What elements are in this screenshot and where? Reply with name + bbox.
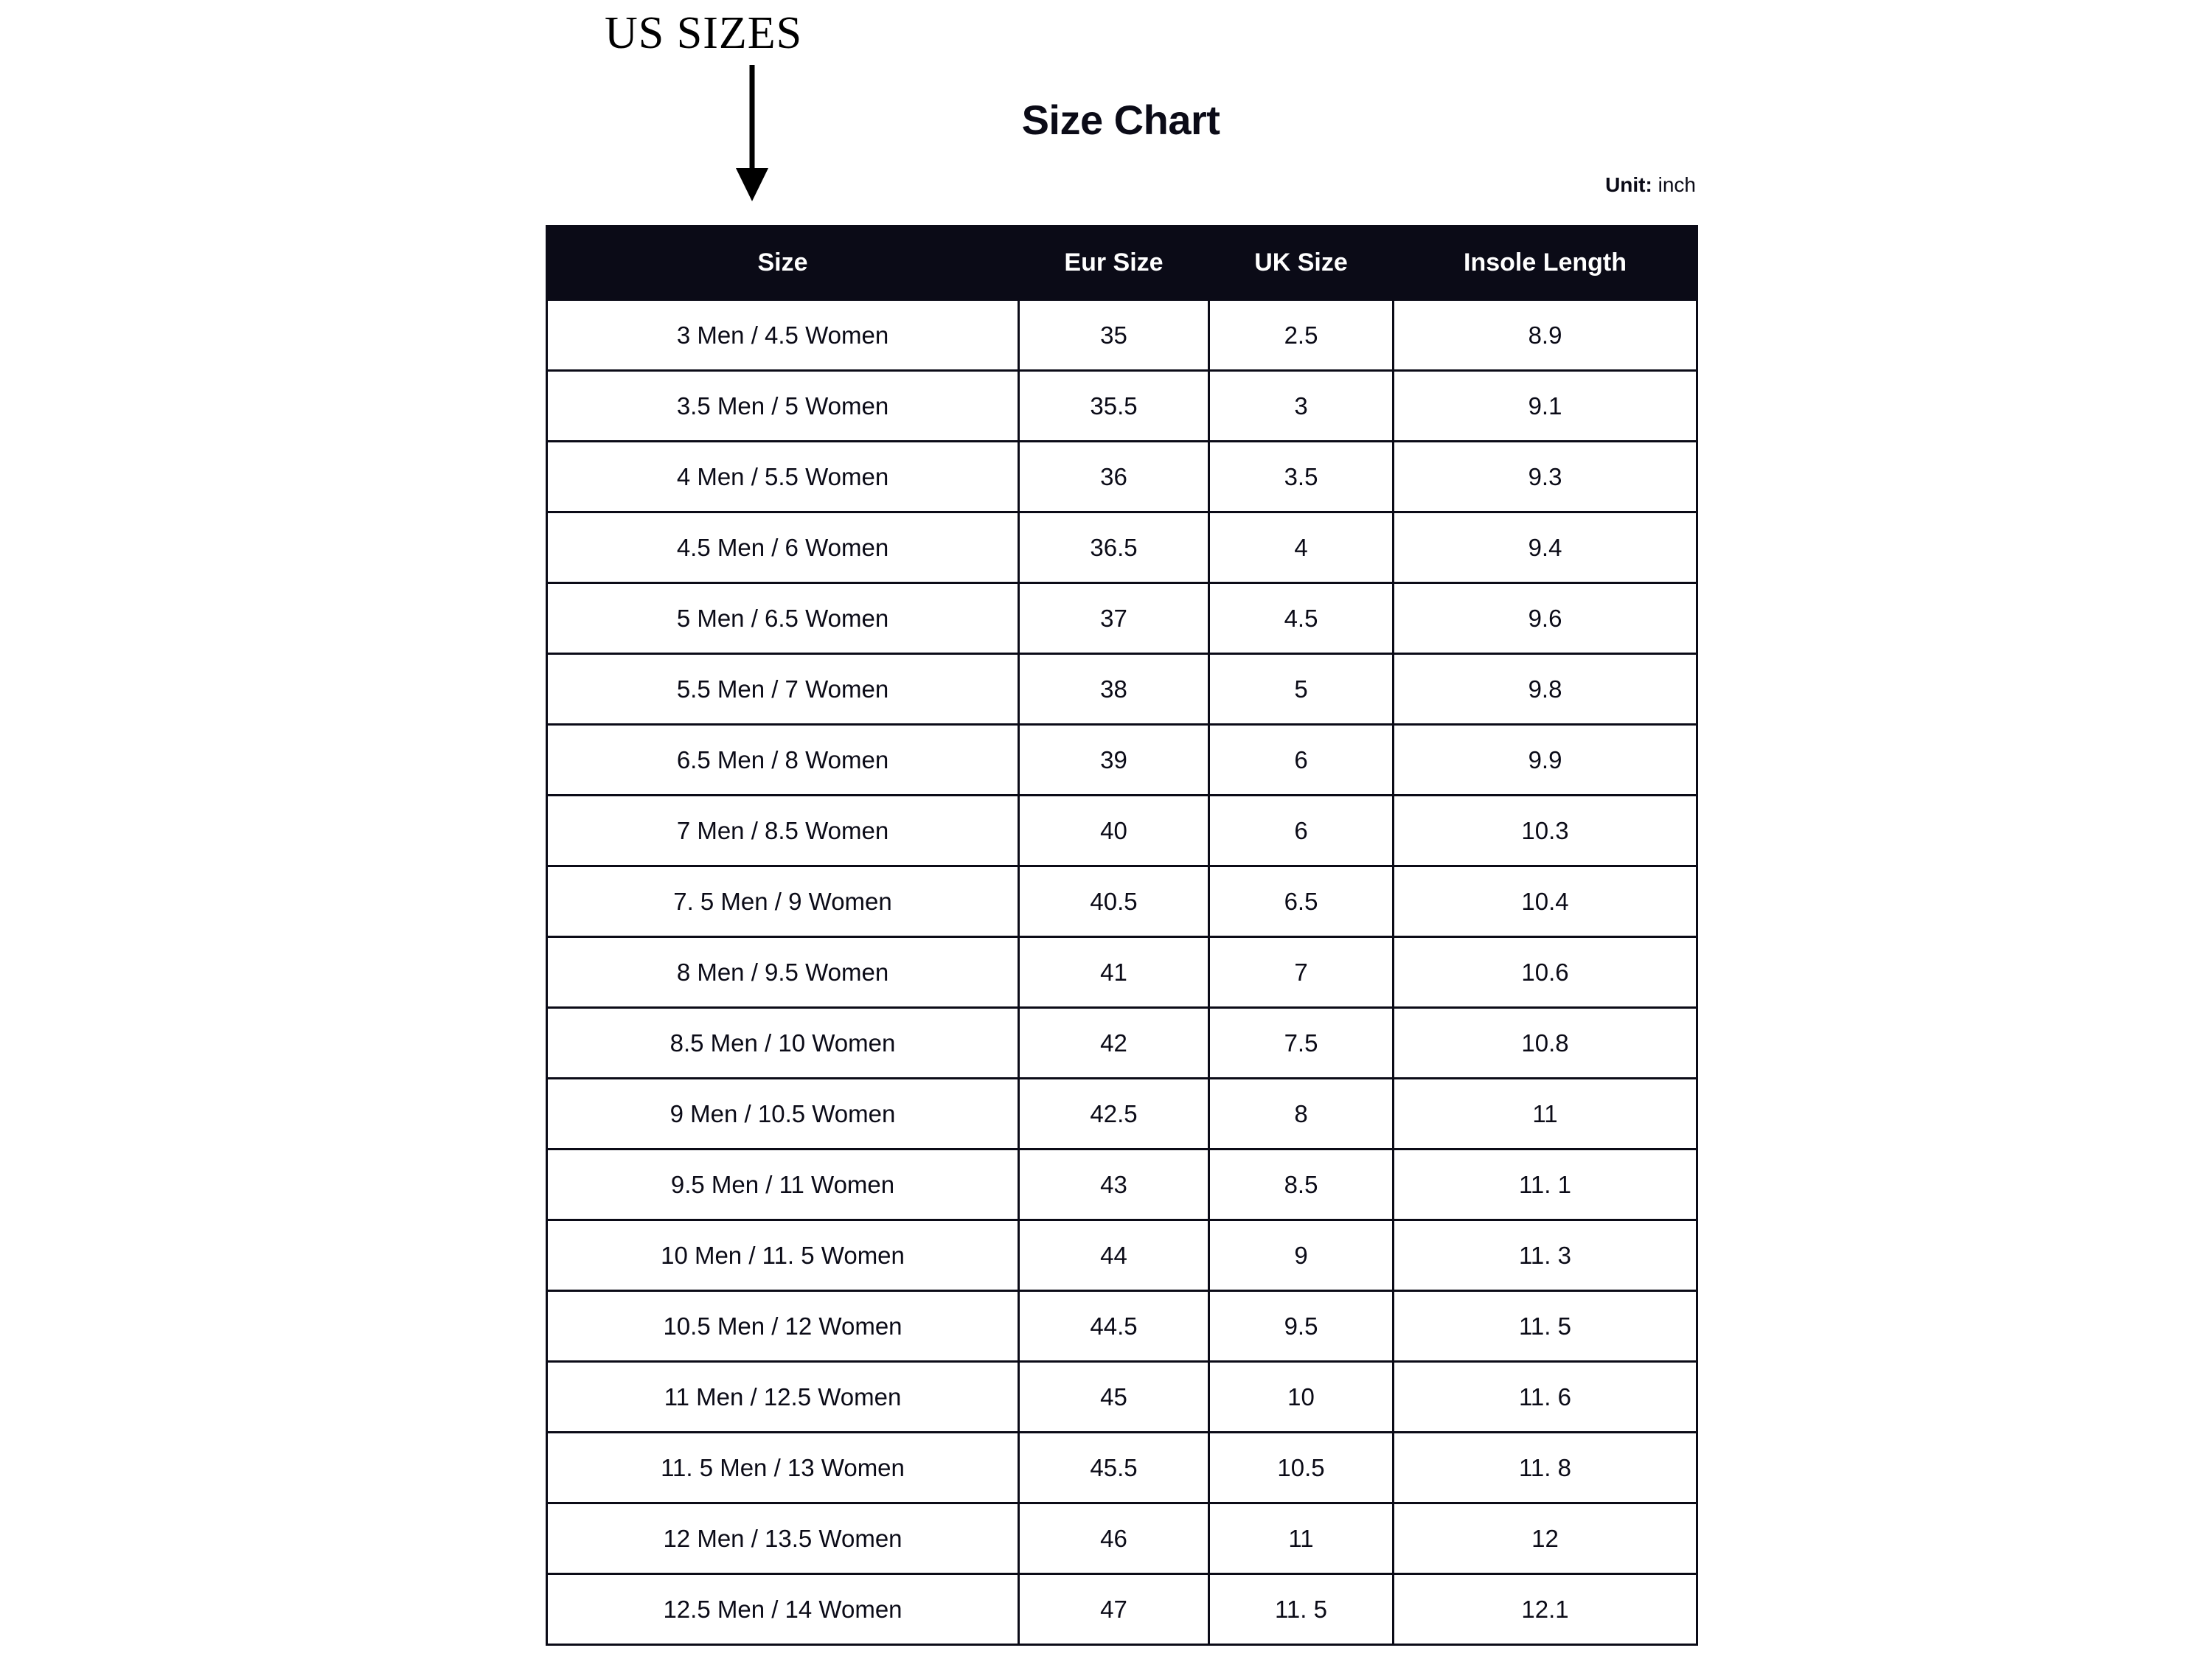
- table-row: [547, 1150, 1697, 1220]
- cell-size: 7. 5 Men / 9 Women: [547, 866, 1019, 937]
- cell-insole-length: 12: [1394, 1503, 1697, 1574]
- table-row: [547, 1079, 1697, 1150]
- cell-eur-size: 40: [1019, 796, 1209, 866]
- cell-uk-size: 9: [1209, 1220, 1394, 1291]
- cell-uk-size: 3.5: [1209, 442, 1394, 512]
- cell-uk-size: 4: [1209, 512, 1394, 583]
- table-row: [547, 442, 1697, 512]
- cell-eur-size: 38: [1019, 654, 1209, 725]
- unit-label: Unit:: [1605, 173, 1652, 196]
- cell-uk-size: 5: [1209, 654, 1394, 725]
- size-chart-table: [546, 225, 1698, 1646]
- cell-insole-length: 12.1: [1394, 1574, 1697, 1645]
- table-row: [547, 1220, 1697, 1291]
- cell-insole-length: 9.8: [1394, 654, 1697, 725]
- cell-size: 9 Men / 10.5 Women: [547, 1079, 1019, 1150]
- cell-insole-length: 9.4: [1394, 512, 1697, 583]
- cell-insole-length: 9.6: [1394, 583, 1697, 654]
- cell-uk-size: 10.5: [1209, 1433, 1394, 1503]
- cell-insole-length: 11. 8: [1394, 1433, 1697, 1503]
- page-title: Size Chart: [1021, 97, 1220, 143]
- table-row: [547, 654, 1697, 725]
- cell-size: 12.5 Men / 14 Women: [547, 1574, 1019, 1645]
- cell-eur-size: 44.5: [1019, 1291, 1209, 1362]
- cell-size: 4 Men / 5.5 Women: [547, 442, 1019, 512]
- cell-size: 7 Men / 8.5 Women: [547, 796, 1019, 866]
- table-row: [547, 796, 1697, 866]
- cell-insole-length: 10.3: [1394, 796, 1697, 866]
- cell-size: 8.5 Men / 10 Women: [547, 1008, 1019, 1079]
- cell-size: 5 Men / 6.5 Women: [547, 583, 1019, 654]
- cell-size: 8 Men / 9.5 Women: [547, 937, 1019, 1008]
- cell-eur-size: 42: [1019, 1008, 1209, 1079]
- cell-eur-size: 43: [1019, 1150, 1209, 1220]
- table-row: [547, 1008, 1697, 1079]
- cell-uk-size: 7.5: [1209, 1008, 1394, 1079]
- cell-insole-length: 9.1: [1394, 371, 1697, 442]
- cell-insole-length: 9.3: [1394, 442, 1697, 512]
- cell-eur-size: 45: [1019, 1362, 1209, 1433]
- column-header-insole-length: Insole Length: [1394, 226, 1697, 300]
- cell-uk-size: 7: [1209, 937, 1394, 1008]
- column-header-eur-size: Eur Size: [1019, 226, 1209, 300]
- cell-size: 4.5 Men / 6 Women: [547, 512, 1019, 583]
- cell-uk-size: 11. 5: [1209, 1574, 1394, 1645]
- cell-uk-size: 8.5: [1209, 1150, 1394, 1220]
- cell-insole-length: 11. 1: [1394, 1150, 1697, 1220]
- cell-eur-size: 42.5: [1019, 1079, 1209, 1150]
- table-row: [547, 1362, 1697, 1433]
- cell-eur-size: 35.5: [1019, 371, 1209, 442]
- unit-note: [1032, 173, 1696, 197]
- cell-uk-size: 6: [1209, 725, 1394, 796]
- table-row: [547, 1503, 1697, 1574]
- cell-eur-size: 46: [1019, 1503, 1209, 1574]
- cell-size: 10.5 Men / 12 Women: [547, 1291, 1019, 1362]
- cell-uk-size: 8: [1209, 1079, 1394, 1150]
- table-row: [547, 725, 1697, 796]
- cell-size: 3.5 Men / 5 Women: [547, 371, 1019, 442]
- cell-size: 10 Men / 11. 5 Women: [547, 1220, 1019, 1291]
- cell-uk-size: 9.5: [1209, 1291, 1394, 1362]
- cell-uk-size: 2.5: [1209, 300, 1394, 371]
- cell-size: 3 Men / 4.5 Women: [547, 300, 1019, 371]
- table-row: [547, 1433, 1697, 1503]
- cell-insole-length: 11. 5: [1394, 1291, 1697, 1362]
- cell-uk-size: 4.5: [1209, 583, 1394, 654]
- us-sizes-label: US SIZES: [605, 8, 803, 58]
- cell-eur-size: 39: [1019, 725, 1209, 796]
- cell-eur-size: 36: [1019, 442, 1209, 512]
- cell-eur-size: 37: [1019, 583, 1209, 654]
- cell-insole-length: 9.9: [1394, 725, 1697, 796]
- table-row: [547, 1574, 1697, 1645]
- cell-eur-size: 47: [1019, 1574, 1209, 1645]
- cell-insole-length: 10.8: [1394, 1008, 1697, 1079]
- cell-size: 5.5 Men / 7 Women: [547, 654, 1019, 725]
- table-row: [547, 583, 1697, 654]
- cell-insole-length: 8.9: [1394, 300, 1697, 371]
- cell-uk-size: 6: [1209, 796, 1394, 866]
- table-row: [547, 866, 1697, 937]
- cell-insole-length: 11: [1394, 1079, 1697, 1150]
- cell-eur-size: 36.5: [1019, 512, 1209, 583]
- cell-size: 11. 5 Men / 13 Women: [547, 1433, 1019, 1503]
- table-row: [547, 1291, 1697, 1362]
- cell-uk-size: 10: [1209, 1362, 1394, 1433]
- cell-eur-size: 44: [1019, 1220, 1209, 1291]
- table-row: [547, 371, 1697, 442]
- column-header-uk-size: UK Size: [1209, 226, 1394, 300]
- table-header-row: [547, 226, 1697, 300]
- cell-insole-length: 10.4: [1394, 866, 1697, 937]
- cell-insole-length: 11. 3: [1394, 1220, 1697, 1291]
- cell-eur-size: 35: [1019, 300, 1209, 371]
- table-row: [547, 300, 1697, 371]
- cell-size: 11 Men / 12.5 Women: [547, 1362, 1019, 1433]
- size-chart-table-wrapper: [546, 225, 1696, 1646]
- cell-size: 6.5 Men / 8 Women: [547, 725, 1019, 796]
- cell-size: 9.5 Men / 11 Women: [547, 1150, 1019, 1220]
- cell-size: 12 Men / 13.5 Women: [547, 1503, 1019, 1574]
- column-header-size: Size: [547, 226, 1019, 300]
- cell-uk-size: 3: [1209, 371, 1394, 442]
- cell-eur-size: 40.5: [1019, 866, 1209, 937]
- cell-uk-size: 11: [1209, 1503, 1394, 1574]
- cell-insole-length: 11. 6: [1394, 1362, 1697, 1433]
- cell-uk-size: 6.5: [1209, 866, 1394, 937]
- cell-insole-length: 10.6: [1394, 937, 1697, 1008]
- unit-value: inch: [1658, 173, 1696, 196]
- cell-eur-size: 45.5: [1019, 1433, 1209, 1503]
- cell-eur-size: 41: [1019, 937, 1209, 1008]
- table-row: [547, 937, 1697, 1008]
- table-body: [547, 300, 1697, 1645]
- table-row: [547, 512, 1697, 583]
